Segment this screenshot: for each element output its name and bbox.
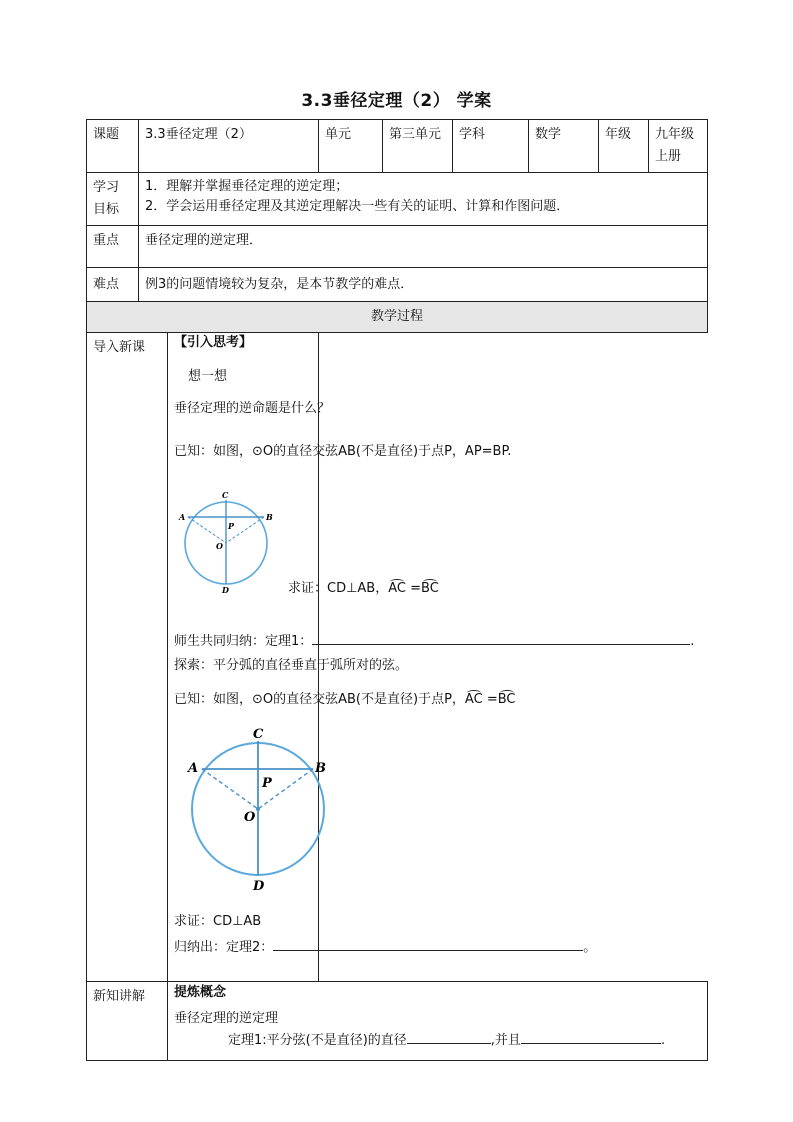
subject-label: 学科 bbox=[453, 120, 529, 173]
nk-line-2-prefix: 定理1:平分弦(不是直径)的直径 bbox=[228, 1033, 407, 1048]
intro-think: 想一想 bbox=[188, 369, 228, 384]
difficulty-text: 例3的问题情境较为复杂，是本节教学的难点． bbox=[139, 268, 708, 302]
summary-2-prefix: 归纳出：定理2： bbox=[174, 940, 274, 955]
goals-row bbox=[87, 173, 708, 226]
small-label-c: C bbox=[222, 490, 229, 500]
large-label-d: D bbox=[253, 879, 265, 894]
large-label-c: C bbox=[253, 727, 264, 742]
grade-value-line-1: 九年级 bbox=[655, 127, 695, 142]
large-radius-oa bbox=[202, 769, 258, 809]
difficulty-row bbox=[87, 268, 708, 302]
unit-label: 单元 bbox=[319, 120, 383, 173]
intro-given-1: 已知：如图，⊙O的直径交弦AB(不是直径)于点P，AP=BP. bbox=[174, 444, 512, 459]
small-label-d: D bbox=[222, 585, 229, 595]
grade-value-line-2: 上册 bbox=[655, 149, 682, 164]
intro-heading: 【引入思考】 bbox=[174, 335, 253, 350]
arc-bc-2: BC bbox=[497, 692, 516, 707]
goals-label-line-1: 学习 bbox=[93, 180, 120, 195]
goals-label-line-2: 目标 bbox=[93, 202, 120, 217]
summary-1-blank[interactable] bbox=[312, 630, 690, 645]
large-circle-diagram bbox=[174, 725, 344, 895]
summary-2-blank[interactable] bbox=[273, 936, 583, 951]
goal-item-2: 2．学会运用垂径定理及其逆定理解决一些有关的证明、计算和作图问题． bbox=[145, 199, 570, 214]
new-knowledge-heading: 提炼概念 bbox=[174, 985, 227, 1000]
summary-2-suffix: 。 bbox=[583, 940, 597, 955]
small-label-b: B bbox=[266, 512, 273, 522]
eq-1: = bbox=[410, 581, 422, 596]
center-point bbox=[256, 807, 260, 811]
intro-prove-2: 求证：CD⊥AB bbox=[174, 914, 262, 929]
intro-summary-2 bbox=[174, 936, 596, 955]
small-label-p: P bbox=[228, 521, 235, 531]
key-point-text: 垂径定理的逆定理． bbox=[139, 226, 708, 268]
summary-1-suffix: . bbox=[690, 634, 695, 649]
nk-blank-1[interactable] bbox=[407, 1029, 491, 1044]
header-row bbox=[87, 120, 708, 173]
intro-explore: 探索：平分弧的直径垂直于弧所对的弦。 bbox=[174, 658, 409, 673]
grade-label: 年级 bbox=[599, 120, 649, 173]
intro-given-2 bbox=[174, 688, 516, 707]
nk-line-2-suffix: . bbox=[660, 1033, 666, 1048]
large-label-a: A bbox=[188, 761, 199, 776]
key-point-row bbox=[87, 226, 708, 268]
eq-2: = bbox=[486, 692, 498, 707]
arc-ac-2: AC bbox=[464, 692, 483, 707]
new-knowledge-content bbox=[168, 977, 704, 1055]
small-circle-diagram bbox=[176, 487, 276, 595]
new-knowledge-line-2 bbox=[228, 1029, 665, 1048]
key-point-label: 重点 bbox=[87, 226, 139, 268]
intro-label: 导入新课 bbox=[87, 333, 168, 981]
given-2-text: 已知：如图，⊙O的直径交弦AB(不是直径)于点P， bbox=[174, 692, 465, 707]
large-label-b: B bbox=[315, 761, 326, 776]
difficulty-label: 难点 bbox=[87, 268, 139, 302]
goal-item-1: 1．理解并掌握垂径定理的逆定理； bbox=[145, 179, 349, 194]
arc-ac-1: AC bbox=[388, 581, 406, 596]
grade-value bbox=[649, 120, 708, 173]
process-header: 教学过程 bbox=[87, 302, 708, 333]
large-label-o: O bbox=[244, 810, 256, 825]
nk-blank-2[interactable] bbox=[521, 1029, 661, 1044]
goals-content bbox=[139, 173, 708, 226]
intro-prove-1 bbox=[288, 577, 439, 596]
small-label-o: O bbox=[216, 541, 223, 551]
prove-1-prefix: 求证：CD⊥AB， bbox=[288, 581, 389, 596]
summary-1-prefix: 师生共同归纳：定理1： bbox=[174, 634, 313, 649]
intro-question: 垂径定理的逆命题是什么？ bbox=[174, 401, 331, 416]
arc-bc-1: BC bbox=[421, 581, 439, 596]
nk-line-2-mid: ,并且 bbox=[490, 1033, 521, 1048]
subject-value: 数学 bbox=[529, 120, 599, 173]
intro-summary-1 bbox=[174, 630, 700, 649]
goals-label bbox=[87, 173, 139, 226]
topic-label: 课题 bbox=[87, 120, 139, 173]
new-knowledge-label: 新知讲解 bbox=[87, 982, 168, 1060]
small-label-a: A bbox=[179, 512, 186, 522]
page-title: 3.3垂径定理（2） 学案 bbox=[301, 91, 492, 111]
intro-content bbox=[168, 327, 704, 975]
topic-value: 3.3垂径定理（2） bbox=[139, 120, 319, 173]
unit-value: 第三单元 bbox=[383, 120, 453, 173]
new-knowledge-line-1: 垂径定理的逆定理 bbox=[174, 1011, 279, 1026]
small-radius-oa bbox=[188, 517, 226, 543]
large-label-p: P bbox=[262, 776, 272, 791]
